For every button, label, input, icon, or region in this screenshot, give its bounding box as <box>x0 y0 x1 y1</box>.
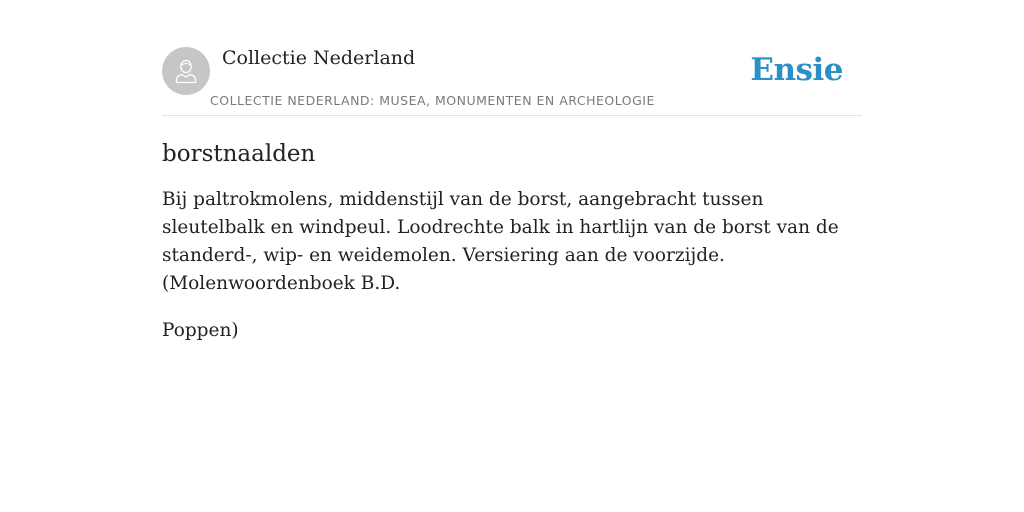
author-subtitle: COLLECTIE NEDERLAND: MUSEA, MONUMENTEN EN ARCHEOLOGIE <box>210 93 655 108</box>
author-avatar[interactable] <box>162 47 210 95</box>
article-term: borstnaalden <box>162 141 316 167</box>
ensie-logo-link[interactable]: Ensie <box>750 52 843 88</box>
user-icon <box>171 56 201 86</box>
page-header <box>162 0 862 116</box>
article <box>162 137 862 345</box>
definition-paragraph: Poppen) <box>162 320 239 341</box>
author-name-link[interactable]: Collectie Nederland <box>222 47 416 69</box>
definition-paragraph: Bij paltrokmolens, middenstijl van de borst, aangebracht tussen sleutelbalk en windpeul. Loodrechte balk in hartlijn van de borst van de standerd-, wip- en weidemolen. Versiering aan de voorzijde. (Molenwoordenboek B.D. <box>162 189 839 294</box>
